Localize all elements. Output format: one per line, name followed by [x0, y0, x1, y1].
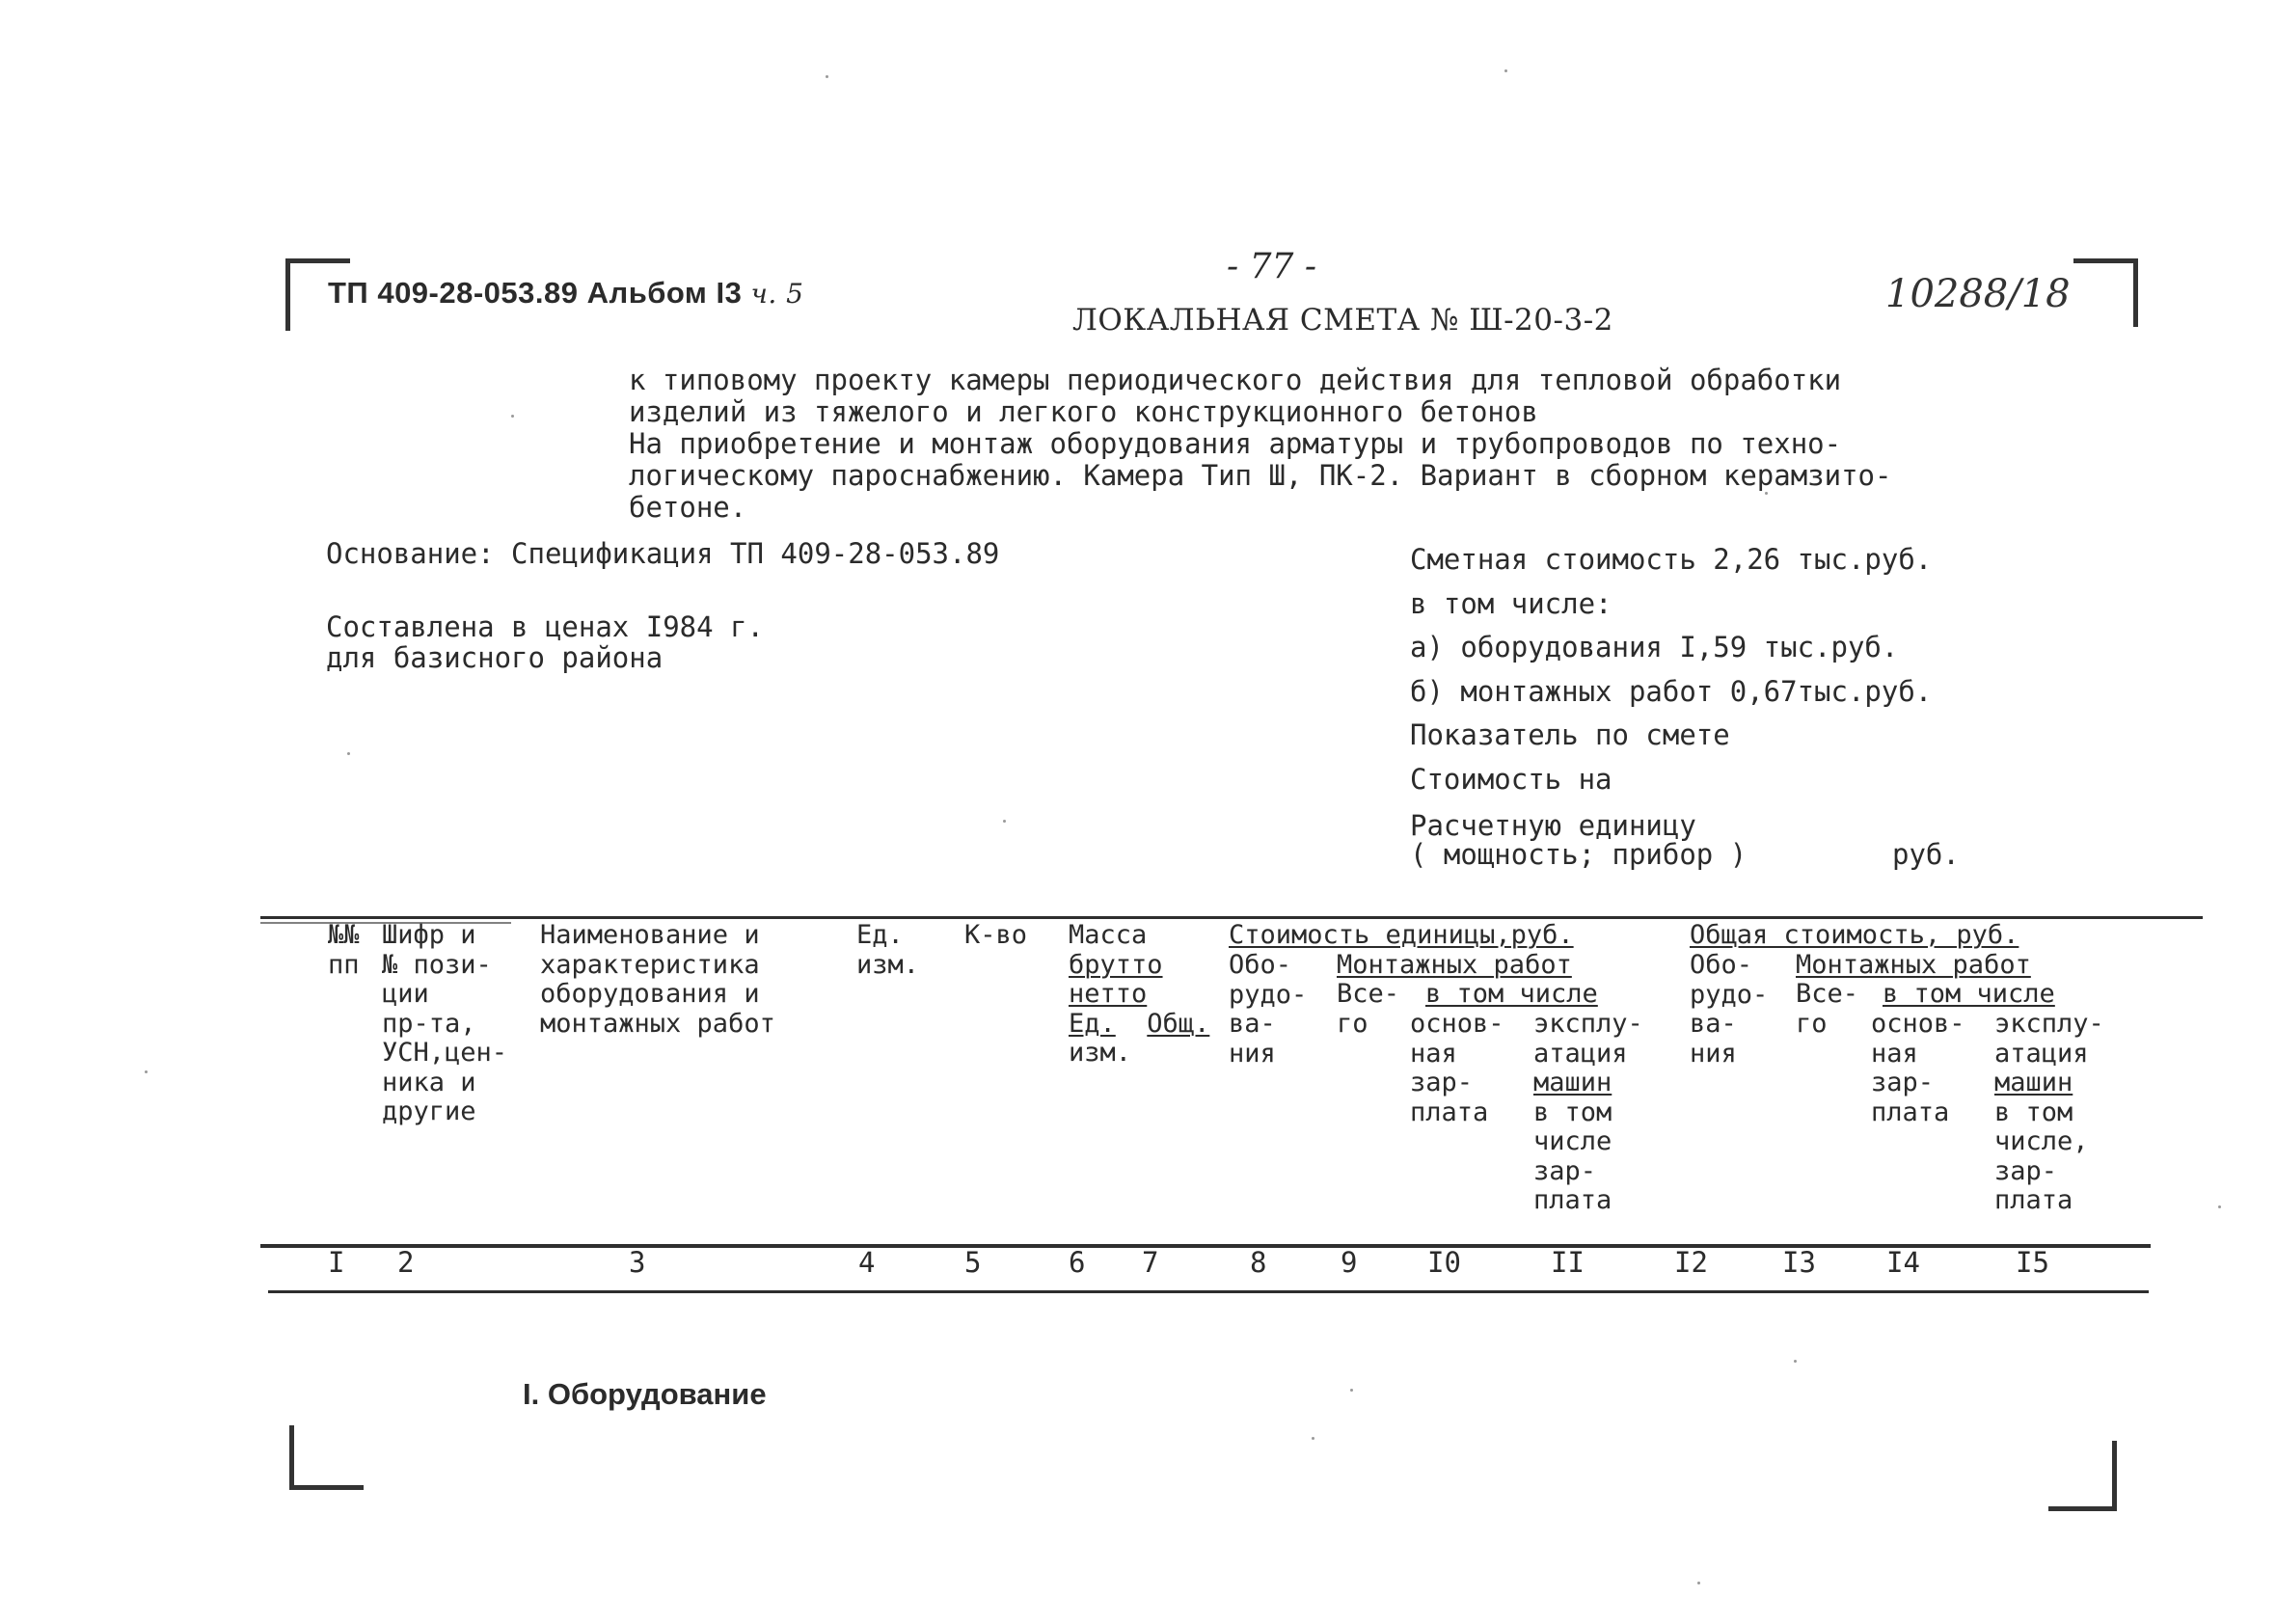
unit-cost-install-title: Монтажных работ [1337, 950, 1572, 980]
scan-speck [145, 1070, 148, 1073]
cost-per: Стоимость на [1410, 762, 1612, 796]
column-number: 6 [1069, 1246, 1086, 1279]
column-number: II [1551, 1246, 1585, 1279]
document-title: ЛОКАЛЬНАЯ СМЕТА № Ш-20-3-2 [1072, 303, 1613, 338]
handwritten-number: 10288/18 [1885, 272, 2071, 316]
unit-cost-equipment: Обо- рудо- ва- ния [1229, 950, 1308, 1069]
scan-speck [511, 415, 514, 418]
table-numbers-bottom-rule [268, 1290, 2149, 1293]
unit-cost-wage: основ- ная зар- плата [1410, 1009, 1504, 1127]
cost-capacity: ( мощность; прибор ) руб. [1410, 838, 1960, 871]
cost-installation: б) монтажных работ 0,67тыс.руб. [1410, 674, 1933, 708]
column-number: 9 [1341, 1246, 1358, 1279]
basis-region: для базисного района [326, 641, 664, 674]
cost-summary [1410, 538, 1960, 871]
page-number: - 77 - [1227, 247, 1317, 286]
corner-bottom-right [2048, 1441, 2117, 1511]
unit-cost-machines: эксплу- атация машин в том числе зар- плата [1533, 1009, 1643, 1215]
scan-speck [826, 75, 828, 78]
table-top-rule [260, 916, 2203, 919]
column-number: 4 [858, 1246, 876, 1279]
subtitle-line: изделий из тяжелого и легкого конструкционного бетонов [629, 395, 1538, 428]
column-number: 5 [964, 1246, 982, 1279]
scan-speck [1697, 1582, 1700, 1584]
estimated-cost: Сметная стоимость 2,26 тыс.руб. [1410, 543, 1933, 576]
total-cost-install-total: Все- го [1796, 979, 1859, 1039]
table-header-bottom-rule [260, 1244, 2151, 1248]
col-header-code: Шифр и № пози- ции пр-та, УСН,цен- ника и другие [382, 920, 508, 1126]
total-cost-wage: основ- ная зар- плата [1871, 1009, 1965, 1127]
col-header-mass: Масса брутто нетто Ед. Общ. изм. [1069, 920, 1210, 1068]
scan-speck [1312, 1437, 1314, 1440]
section-title: I. Оборудование [523, 1377, 767, 1411]
basis-specification: Основание: Спецификация ТП 409-28-053.89 [326, 537, 1000, 570]
column-number: I2 [1674, 1246, 1708, 1279]
handwritten-part: ч. 5 [750, 278, 804, 310]
total-cost-install-title: Монтажных работ [1796, 950, 2031, 980]
column-number: I5 [2016, 1246, 2049, 1279]
column-number: 7 [1142, 1246, 1159, 1279]
cost-including: в том числе: [1410, 586, 1612, 620]
column-number: 8 [1250, 1246, 1267, 1279]
cost-indicator: Показатель по смете [1410, 718, 1730, 751]
scan-speck [2218, 1205, 2221, 1208]
subtitle-line: бетоне. [629, 491, 747, 524]
corner-top-right [2073, 258, 2138, 327]
unit-cost-title: Стоимость единицы,руб. [1229, 920, 1574, 950]
total-cost-equipment: Обо- рудо- ва- ния [1690, 950, 1769, 1069]
column-number: I [328, 1246, 345, 1279]
corner-bottom-left [289, 1425, 364, 1490]
scan-speck [347, 752, 350, 755]
col-header-quantity: К-во [964, 920, 1028, 950]
unit-cost-install-total: Все- го [1337, 979, 1400, 1039]
column-number: 3 [629, 1246, 646, 1279]
scan-speck [1504, 69, 1507, 72]
scan-speck [1003, 820, 1006, 823]
total-cost-including: в том числе [1883, 979, 2055, 1009]
cost-unit: Расчетную единицу [1410, 809, 1696, 842]
document-code: ТП 409-28-053.89 Альбом I3 ч. 5 [328, 276, 804, 310]
total-cost-machines: эксплу- атация машин в том числе, зар- плата [1994, 1009, 2104, 1215]
col-header-mass-total: Общ. [1147, 1008, 1210, 1039]
col-header-unit: Ед. изм. [856, 920, 920, 980]
subtitle-line: На приобретение и монтаж оборудования арматуры и трубопроводов по техно- [629, 427, 1842, 460]
cost-rub: руб. [1892, 838, 1960, 871]
cost-equipment: а) оборудования I,59 тыс.руб. [1410, 631, 1899, 663]
subtitle-line: к типовому проекту камеры периодического действия для тепловой обработки [629, 364, 1842, 396]
basis-block [326, 538, 999, 673]
scan-speck [1350, 1389, 1353, 1392]
col-header-number: №№ пп [328, 920, 360, 980]
column-number: I4 [1886, 1246, 1920, 1279]
total-cost-title: Общая стоимость, руб. [1690, 920, 2019, 950]
unit-cost-including: в том числе [1425, 979, 1598, 1009]
scan-speck [1794, 1360, 1797, 1363]
column-number: 2 [397, 1246, 415, 1279]
scan-speck [1765, 492, 1768, 495]
subtitle-line: логическому пароснабжению. Камера Тип Ш, ПК-2. Вариант в сборном керамзито- [629, 459, 1892, 492]
subtitle [629, 365, 1891, 524]
basis-prices: Составлена в ценах I984 г. [326, 610, 764, 643]
col-header-name: Наименование и характеристика оборудования и монтажных работ [540, 920, 775, 1039]
column-number: I3 [1782, 1246, 1816, 1279]
column-number: I0 [1427, 1246, 1461, 1279]
